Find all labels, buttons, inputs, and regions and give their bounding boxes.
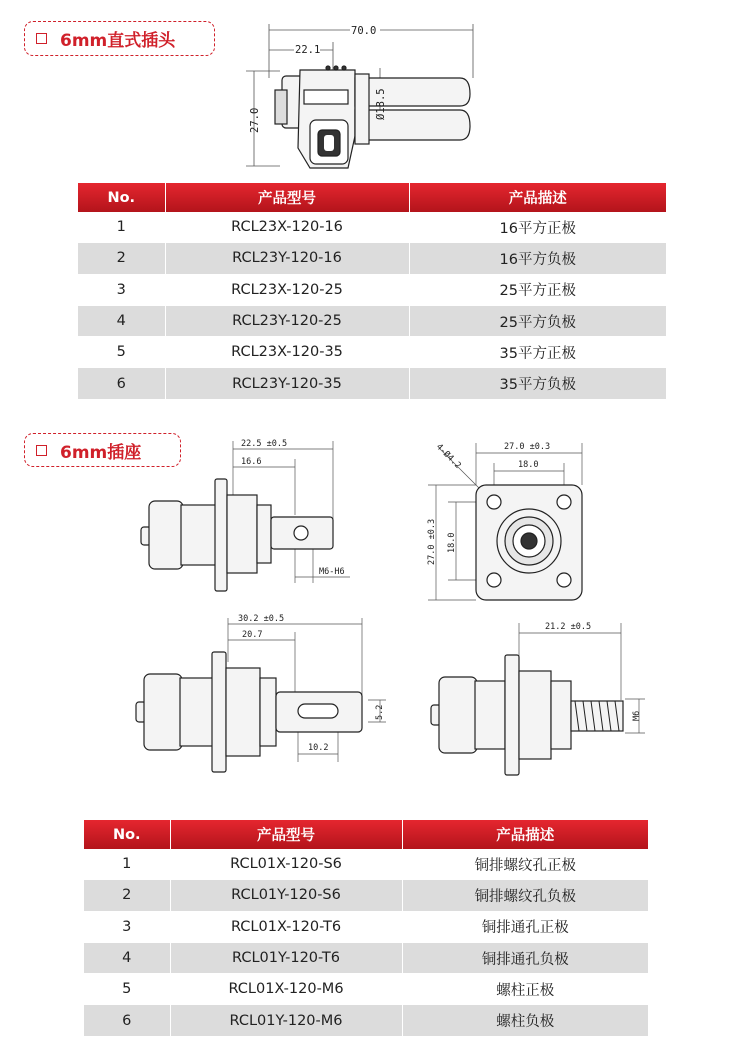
cell-desc: 35平方负极 — [409, 368, 666, 399]
slot-length-label: 10.2 — [308, 743, 329, 753]
cell-model: RCL23X-120-16 — [165, 212, 409, 243]
cell-model: RCL01X-120-M6 — [170, 974, 402, 1005]
cell-desc: 螺柱负极 — [402, 1005, 648, 1036]
dim-inner: 20.7 — [242, 630, 263, 640]
cell-model: RCL23Y-120-25 — [165, 305, 409, 336]
socket-drawing-stud — [425, 615, 650, 785]
table-row — [84, 880, 648, 911]
table-row — [78, 368, 666, 399]
pitch-x-label: 18.0 — [518, 460, 539, 470]
checkbox-icon — [36, 445, 47, 456]
cell-model: RCL23X-120-35 — [165, 337, 409, 368]
dim-height: 27.0 — [249, 107, 261, 133]
table-row — [78, 212, 666, 243]
dim-inner: 16.6 — [241, 457, 262, 467]
dim-total: 22.5 ±0.5 — [241, 439, 288, 449]
dim-total: 30.2 ±0.5 — [238, 614, 285, 624]
dim-diameter: Ø18.5 — [375, 88, 387, 120]
table-row — [84, 1005, 648, 1036]
dim-total: 21.2 ±0.5 — [545, 622, 592, 632]
cell-desc: 螺柱正极 — [402, 974, 648, 1005]
cell-no: 4 — [84, 942, 170, 973]
plug-drawing — [240, 18, 490, 178]
header-desc: 产品描述 — [409, 183, 666, 212]
thread-label: M6 — [632, 710, 642, 721]
cell-desc: 铜排螺纹孔正极 — [402, 849, 648, 880]
header-no: No. — [78, 183, 165, 212]
width-label: 27.0 ±0.3 — [504, 442, 551, 452]
cell-model: RCL01Y-120-S6 — [170, 880, 402, 911]
cell-model: RCL23Y-120-35 — [165, 368, 409, 399]
section-title-text: 6mm直式插头 — [60, 31, 176, 51]
pitch-y-label: 18.0 — [447, 532, 457, 553]
cell-desc: 35平方正极 — [409, 337, 666, 368]
cell-no: 6 — [84, 1005, 170, 1036]
table-row — [78, 243, 666, 274]
cell-model: RCL23Y-120-16 — [165, 243, 409, 274]
thread-label: M6-H6 — [319, 567, 345, 577]
socket-drawing-through-hole — [130, 612, 390, 782]
section-title-plug — [24, 21, 215, 56]
cell-model: RCL23X-120-25 — [165, 274, 409, 305]
table-header-row — [84, 820, 648, 849]
height-label: 27.0 ±0.3 — [427, 518, 437, 565]
cell-no: 6 — [78, 368, 165, 399]
cell-model: RCL01X-120-S6 — [170, 849, 402, 880]
socket-table — [84, 820, 648, 1037]
header-no: No. — [84, 820, 170, 849]
cell-desc: 16平方正极 — [409, 212, 666, 243]
cell-model: RCL01Y-120-M6 — [170, 1005, 402, 1036]
socket-drawing-threaded — [135, 435, 360, 605]
cell-no: 5 — [84, 974, 170, 1005]
cell-no: 1 — [84, 849, 170, 880]
plug-table — [78, 183, 666, 400]
holes-label: 4-Ø4.2 — [433, 442, 463, 471]
cell-desc: 铜排通孔正极 — [402, 911, 648, 942]
dim-front: 22.1 — [295, 44, 321, 56]
header-desc: 产品描述 — [402, 820, 648, 849]
table-row — [84, 942, 648, 973]
checkbox-icon — [36, 33, 47, 44]
cell-no: 4 — [78, 305, 165, 336]
header-model: 产品型号 — [170, 820, 402, 849]
cell-model: RCL01Y-120-T6 — [170, 942, 402, 973]
table-row — [84, 849, 648, 880]
dim-total: 70.0 — [351, 25, 377, 37]
table-row — [78, 305, 666, 336]
cell-no: 1 — [78, 212, 165, 243]
cell-no: 2 — [84, 880, 170, 911]
cell-no: 2 — [78, 243, 165, 274]
slot-width-label: 5.2 — [375, 704, 385, 720]
cell-desc: 25平方负极 — [409, 305, 666, 336]
socket-drawing-front — [420, 435, 620, 610]
cell-no: 5 — [78, 337, 165, 368]
table-row — [84, 911, 648, 942]
section-title-text: 6mm插座 — [60, 442, 142, 463]
cell-no: 3 — [78, 274, 165, 305]
cell-desc: 铜排螺纹孔负极 — [402, 880, 648, 911]
table-row — [84, 974, 648, 1005]
cell-no: 3 — [84, 911, 170, 942]
header-model: 产品型号 — [165, 183, 409, 212]
table-row — [78, 337, 666, 368]
cell-desc: 铜排通孔负极 — [402, 942, 648, 973]
cell-desc: 25平方正极 — [409, 274, 666, 305]
table-header-row — [78, 183, 666, 212]
cell-desc: 16平方负极 — [409, 243, 666, 274]
cell-model: RCL01X-120-T6 — [170, 911, 402, 942]
table-row — [78, 274, 666, 305]
